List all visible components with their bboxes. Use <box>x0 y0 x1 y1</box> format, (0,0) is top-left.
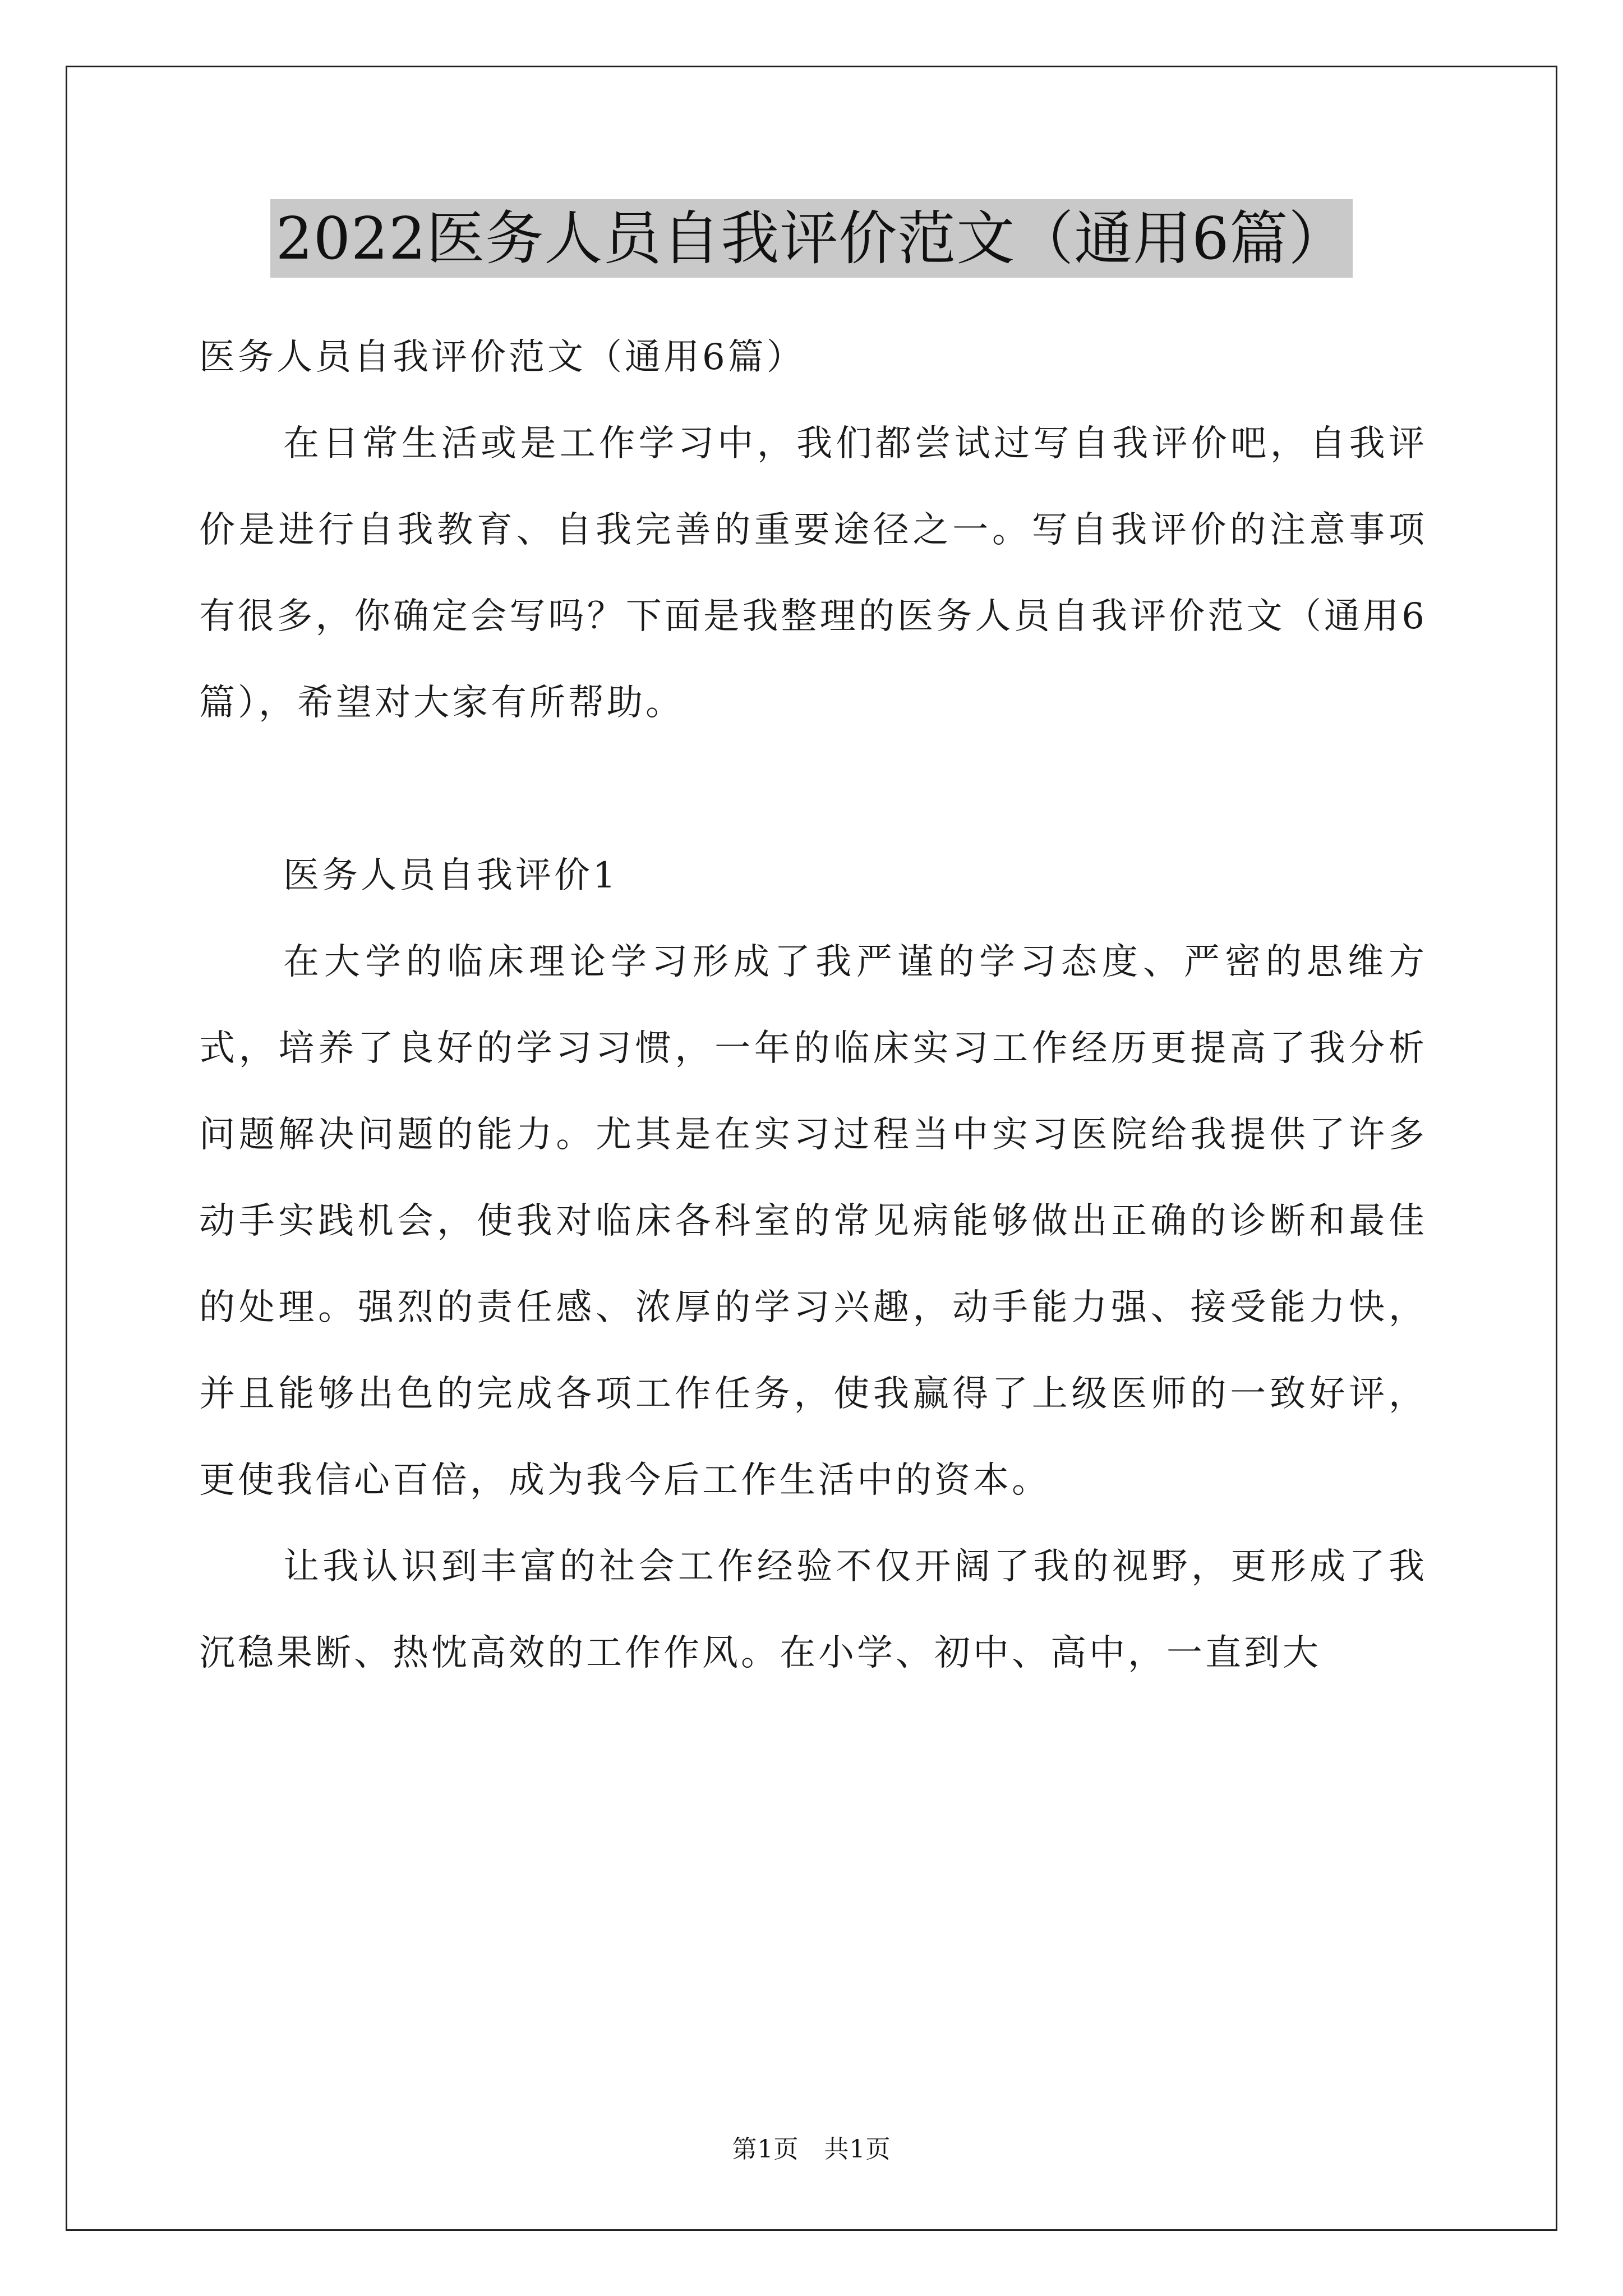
section-gap <box>199 746 1427 832</box>
intro-paragraph: 在日常生活或是工作学习中，我们都尝试过写自我评价吧，自我评价是进行自我教育、自我完善的重要途径之一。写自我评价的注意事项有很多，你确定会写吗？下面是我整理的医务人员自我评价范文（通用6篇），希望对大家有所帮助。 <box>199 423 1427 724</box>
page-footer: 第1页 共1页 <box>732 2135 891 2164</box>
document-title: 2022医务人员自我评价范文（通用6篇） <box>270 199 1353 278</box>
document-subtitle: 医务人员自我评价范文（通用6篇） <box>199 337 805 378</box>
title-container <box>0 199 1623 278</box>
body-paragraph: 在大学的临床理论学习形成了我严谨的学习态度、严密的思维方式，培养了良好的学习习惯，一年的临床实习工作经历更提高了我分析问题解决问题的能力。尤其是在实习过程当中实习医院给我提供了许多动手实践机会，使我对临床各科室的常见病能够做出正确的诊断和最佳的处理。强烈的责任感、浓厚的学习兴趣，动手能力强、接受能力快，并且能够出色的完成各项工作任务，使我赢得了上级医师的一致好评，更使我信心百倍，成为我今后工作生活中的资本。 <box>199 941 1427 1501</box>
section-heading: 医务人员自我评价1 <box>283 855 619 896</box>
body-paragraph: 让我认识到丰富的社会工作经验不仅开阔了我的视野，更形成了我沉稳果断、热忱高效的工作作风。在小学、初中、高中，一直到大 <box>199 1546 1427 1674</box>
document-body <box>199 314 1427 1696</box>
